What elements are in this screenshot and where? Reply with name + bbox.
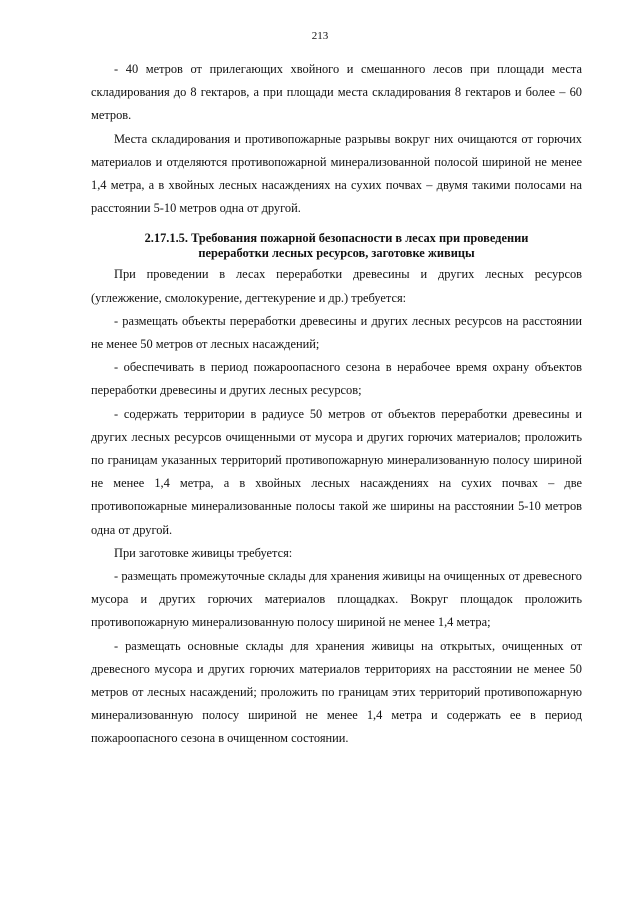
paragraph: - размещать объекты переработки древесины и других лесных ресурсов на расстоянии не менее 50 метров от лесных насаждений; — [91, 313, 582, 352]
paragraph: Места складирования и противопожарные разрывы вокруг них очищаются от горючих материалов и отделяются противопожарной минерализованной полосой шириной не менее 1,4 метра, а в хвойных лесных насаждениях на сухих почвах – двумя такими полосами на расстоянии 5-10 метров одна от другой. — [91, 131, 582, 216]
paragraph: - размещать промежуточные склады для хранения живицы на очищенных от древесного мусора и других горючих материалов площадках. Вокруг площадок проложить противопожарную минерализованную полосу шириной не менее 1,4 метра; — [91, 569, 582, 630]
section-heading — [91, 231, 582, 261]
paragraph: - обеспечивать в период пожароопасного сезона в нерабочее время охрану объектов переработки древесины и других лесных ресурсов; — [91, 360, 582, 398]
paragraph: - 40 метров от прилегающих хвойного и смешанного лесов при площади места складирования до 8 гектаров, а при площади места складирования 8 гектаров и более – 60 метров. — [91, 62, 582, 123]
section-heading-line: 2.17.1.5. Требования пожарной безопасности в лесах при проведении — [144, 231, 529, 246]
page-number: 213 — [311, 30, 329, 42]
paragraph: - размещать основные склады для хранения живицы на открытых, очищенных от древесного мусора и других горючих материалов территориях на расстоянии не менее 50 метров от лесных насаждений; проложить по границам этих территорий противопожарную минерализованную полосу шириной не менее 1,4 метра и содержать ее в период пожароопасного сезона в очищенном состоянии. — [91, 638, 582, 746]
page-content — [91, 58, 582, 751]
paragraph: При проведении в лесах переработки древесины и других лесных ресурсов (углежжение, смолокурение, дегтекурение и др.) требуется: — [91, 267, 582, 305]
paragraph: При заготовке живицы требуется: — [114, 545, 293, 560]
section-heading-line: переработки лесных ресурсов, заготовке живицы — [198, 246, 475, 261]
paragraph: - содержать территории в радиусе 50 метров от объектов переработки древесины и других лесных ресурсов очищенными от мусора и других горючих материалов; проложить по границам указанных территорий противопожарную минерализованную полосу шириной не менее 1,4 метра, а в хвойных лесных насаждениях на сухих почвах – две противопожарные минерализованные полосы такой же ширины на расстоянии 5-10 метров одна от другой. — [91, 406, 582, 537]
